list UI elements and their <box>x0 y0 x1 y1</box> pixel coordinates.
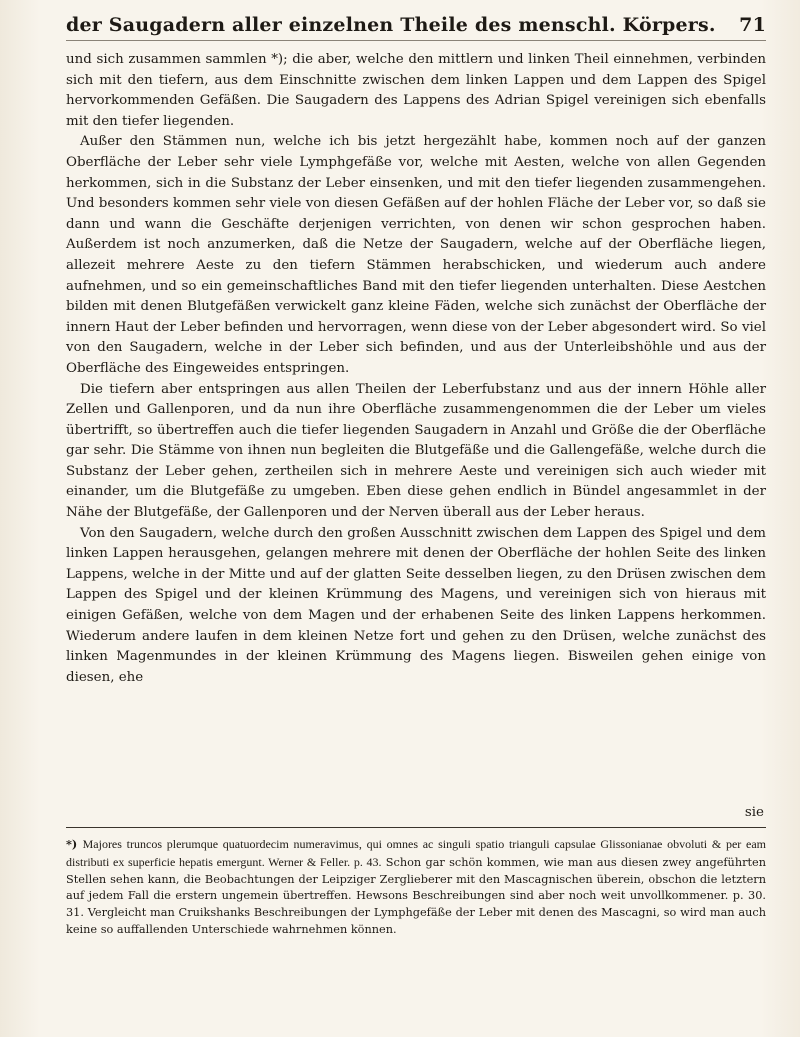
footnote-mark: *) <box>66 837 78 851</box>
footnote-german-text: Schon gar schön kommen, wie man aus diesen zwey angeführten Stellen sehen kann, die Beobachtungen der Leipziger Zerglieberer mit den Mascagnischen überein, obschon die letztern auf jedem Fall die erstern ungemein übertreffen. Hewsons Beschreibungen sind aber noch weit unvollkommener. p. 30. 31. Vergleicht man Cruikshanks Beschreibungen der Lymphgefäße der Leber mit denen des Mascagni, so wird man auch keine so auffallenden Unterschiede wahrnehmen können. <box>66 855 767 936</box>
footnote-latin-quote: Majores truncos plerumque quatuordecim numeravimus, qui omnes ac singuli spatio trianguli capsulae Glissonianae obvoluti & per eam distributi ex superficie hepatis emergunt. Werner & Feller. p. 43. <box>66 837 767 869</box>
paragraph: und sich zusammen sammlen *); die aber, welche den mittlern und linken Theil einnehmen, verbinden sich mit den tiefern, aus dem Einschnitte zwischen dem linken Lappen und dem Lappen des Spigel hervorkommenden Gefäßen. Die Saugadern des Lappens des Adrian Spigel vereinigen sich ebenfalls mit den tiefer liegenden. <box>66 52 766 129</box>
main-text <box>66 50 766 688</box>
page-number: 71 <box>739 14 766 36</box>
paragraph: Außer den Stämmen nun, welche ich bis jetzt hergezählt habe, kommen noch auf der ganzen Oberfläche der Leber sehr viele Lymphgefäße vor, welche mit Aesten, welche von allen Gegenden herkommen, sich in die Substanz der Leber einsenken, und mit den tiefer liegenden zusammengehen. Und besonders kommen sehr viele von diesen Gefäßen auf der hohlen Fläche der Leber vor, so daß sie dann und wann die Geschäfte derjenigen verrichten, von denen wir schon gesprochen haben. Außerdem ist noch anzumerken, daß die Netze der Saugadern, welche auf der Oberfläche liegen, allezeit mehrere Aeste zu den tiefern Stämmen herabschicken, und wiederum auch andere aufnehmen, und so ein gemeinschaftliches Band mit den tiefer liegenden unterhalten. Diese Aestchen bilden mit denen Blutgefäßen verwickelt ganz kleine Fäden, welche sich zunächst der Oberfläche der innern Haut der Leber befinden und hervorragen, wenn diese von der Leber abgesondert wird. So viel von den Saugadern, welche in der Leber sich befinden, und aus der Unterleibshöhle und aus der Oberfläche des Eingeweides entspringen. <box>66 134 766 376</box>
running-title: der Saugadern aller einzelnen Theile des menschl. Körpers. <box>66 14 716 36</box>
paragraph: Die tiefern aber entspringen aus allen Theilen der Leberfubstanz und aus der innern Höhle aller Zellen und Gallenporen, und da nun ihre Oberfläche zusammengenommen die der Leber um vieles übertrifft, so übertreffen auch die tiefer liegenden Saugadern in Anzahl und Größe die der Oberfläche gar sehr. Die Stämme von ihnen nun begleiten die Blutgefäße und die Gallengefäße, welche durch die Substanz der Leber gehen, zertheilen sich in mehrere Aeste und vereinigen sich auch wieder mit einander, um die Blutgefäße zu umgeben. Eben diese gehen endlich in Bündel angesammlet in der Nähe der Blutgefäße, der Gallenporen und der Nerven überall aus der Leber heraus. <box>66 381 766 521</box>
footnote-divider <box>66 827 766 828</box>
catchword: sie <box>744 805 764 820</box>
running-header <box>66 10 766 41</box>
paragraph: Von den Saugadern, welche durch den großen Ausschnitt zwischen dem Lappen des Spigel und dem linken Lappen herausgehen, gelangen mehrere mit denen der Oberfläche der hohlen Seite des linken Lappens, welche in der Mitte und auf der glatten Seite desselben liegen, zu den Drüsen zwischen dem Lappen des Spigel und der kleinen Krümmung des Magens, und vereinigen sich von hieraus mit einigen Gefäßen, welche von dem Magen und der erhabenen Seite des linken Lappens herkommen. Wiederum andere laufen in dem kleinen Netze fort und gehen zu den Drüsen, welche zunächst des linken Magenmundes in der kleinen Krümmung des Magens liegen. Bisweilen gehen einige von diesen, ehe <box>66 525 766 685</box>
footnote <box>66 836 766 939</box>
